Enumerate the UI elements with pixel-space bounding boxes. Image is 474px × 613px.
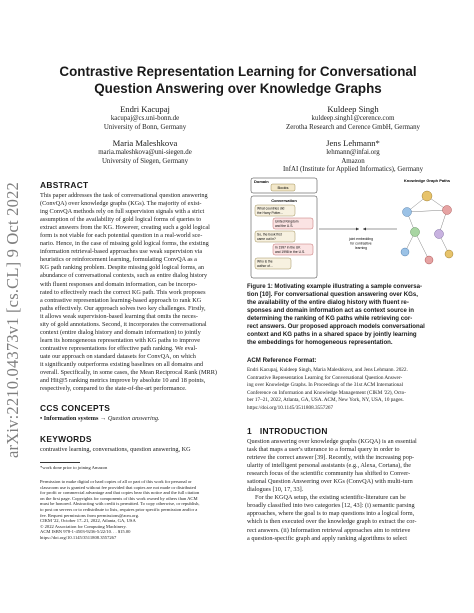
- utterance-system-1: [273, 218, 313, 229]
- keywords-heading: KEYWORDS: [40, 434, 92, 444]
- reference-link[interactable]: https://doi.org/10.1145/3511808.3557267: [247, 404, 334, 411]
- abstract-line: information retrieval-based approaches use weak supervision via: [40, 248, 203, 256]
- kg-node: [401, 248, 409, 256]
- utterance-user-1: [255, 205, 295, 216]
- caption-line: Figure 1: Motivating example illustrating a sample conversa-: [247, 283, 423, 290]
- arxiv-stamp: [2, 150, 24, 490]
- intro-line: For the KGQA setup, the existing scientific-literature can be: [255, 494, 406, 502]
- author-email[interactable]: kuldeep.singh1@cerence.com: [311, 115, 395, 122]
- intro-line: rect answers. (ii) Information retrieval approaches aim to retrieve: [247, 526, 411, 534]
- abstract-line: contrastive representations for effective path ranking. We eval-: [40, 344, 198, 352]
- caption-line: sponses and domain information act as context source in: [247, 307, 414, 315]
- title-line: Contrastive Representation Learning for Conversational: [59, 64, 417, 79]
- abstract-line: uate our approach on standard datasets for ConvQA, on which: [40, 352, 196, 360]
- domain-value: Books: [277, 185, 289, 190]
- author-name: Endri Kacupaj: [120, 104, 170, 114]
- intro-title: INTRODUCTION: [259, 426, 328, 436]
- kg-node: [411, 228, 420, 237]
- reference-line: ing over Knowledge Graphs. In Proceedings of the 31st ACM International: [247, 382, 404, 389]
- reference-line: ber 17–21, 2022, Atlanta, GA, USA. ACM, New York, NY, USA, 10 pages.: [247, 397, 404, 404]
- author-block: [258, 138, 448, 175]
- author-affiliation: Zerotha Research and Cerence GmbH, Germany: [286, 123, 420, 131]
- kg-edges: [405, 196, 449, 260]
- kg-node: [445, 250, 453, 258]
- ccs-bullet: • Information systems →: [40, 415, 107, 422]
- permission-line: Permission to make digital or hard copies of all or part of this work for personal or: [40, 479, 192, 484]
- svg-text:In 1997 in the UK: In 1997 in the UK: [275, 245, 301, 250]
- title-line: Question Answering over Knowledge Graphs: [94, 81, 382, 96]
- abstract-line: and Hit@5 ranking metrics improve by absolute 10 and 18 points,: [40, 377, 206, 385]
- author-block: [258, 104, 448, 132]
- figure-1: [247, 174, 459, 280]
- conversation-label: Conversation: [271, 198, 297, 203]
- abstract-line: extract answers from the KG. However, creating such a gold logical: [40, 224, 210, 232]
- ccs-heading: CCS CONCEPTS: [40, 403, 111, 413]
- keywords-body: [40, 446, 240, 454]
- figure-caption: [247, 283, 425, 347]
- ccs-body: [40, 415, 240, 423]
- abstract-line: (ConvQA) over knowledge graphs (KGs). The majority of exist-: [40, 200, 202, 208]
- intro-line: ularity of intelligent personal assistants (e.g., Alexa, Cortana), the: [247, 462, 412, 470]
- author-block: [60, 138, 230, 166]
- kg-node: [435, 230, 444, 239]
- caption-line: tion [10]. For conversational question answering over KGs,: [247, 291, 418, 299]
- svg-text:United Kingdom: United Kingdom: [275, 219, 299, 224]
- utterance-system-2: [273, 244, 313, 255]
- footnote: [40, 465, 107, 471]
- intro-line: dialogues [10, 17, 33].: [247, 486, 304, 494]
- abstract-line: assumption of the availability of gold logical forms of queries to: [40, 216, 202, 224]
- svg-text:and the U.S.: and the U.S.: [275, 223, 294, 228]
- abstract-body: [40, 192, 240, 393]
- author-name: Jens Lehmann*: [326, 138, 380, 148]
- intro-heading: [247, 426, 328, 436]
- svg-text:So, the book first: So, the book first: [257, 232, 282, 237]
- svg-text:the Harry Potter...: the Harry Potter...: [257, 210, 283, 215]
- abstract-line: form is not viable for each potential question in a real-world sce-: [40, 232, 203, 240]
- author-affiliation: University of Siegen, Germany: [101, 157, 189, 165]
- arrow-head: [356, 228, 359, 231]
- permission-line: https://doi.org/10.1145/3511808.3557267: [40, 534, 117, 540]
- abstract-line: heuristics or reinforcement learning, formulating ConvQA as a: [40, 256, 197, 264]
- abstract-line: KG path ranking problem. Despite missing gold logical forms, an: [40, 264, 205, 272]
- permission-line: to post on servers or to redistribute to lists, requires prior specific permission and/or a: [40, 506, 198, 512]
- svg-text:came out in?: came out in?: [257, 236, 276, 241]
- reference-line: Contrastive Representation Learning for Conversational Question Answer-: [247, 374, 403, 381]
- abstract-line: respectively, compared to the state-of-the-art performance.: [40, 385, 187, 393]
- author-name: Kuldeep Singh: [327, 104, 379, 114]
- abstract-line: nario. Hence, in the case of missing gold logical forms, the existing: [40, 240, 209, 248]
- abstract-line: a contrastive representation learning-based approach to rank KG: [40, 296, 202, 304]
- intro-line: Question answering over knowledge graphs (KGQA) is an essential: [247, 438, 417, 445]
- reference-heading-text: ACM Reference Format:: [247, 357, 317, 364]
- caption-line: the embeddings for homogeneous representation.: [247, 339, 393, 347]
- author-email[interactable]: maria.maleshkova@uni-siegen.de: [98, 149, 192, 156]
- reference-line: Conference on Information and Knowledge Management (CIKM '22), Octo-: [247, 389, 406, 396]
- author-affiliation: University of Bonn, Germany: [103, 123, 187, 131]
- reference-line: Endri Kacupaj, Kuldeep Singh, Maria Maleshkova, and Jens Lehmann. 2022.: [247, 367, 408, 373]
- kg-paths-label: Knowledge Graph Paths: [403, 178, 451, 183]
- abstract-line: learn its homogeneous representation with KG paths to improve: [40, 336, 201, 344]
- abstract-line: abundance of conversational contexts, such as entire dialog history: [40, 272, 208, 280]
- svg-text:author of...: author of...: [257, 263, 273, 268]
- permission-line: classroom use is granted without fee provided that copies are not made or distributed: [40, 484, 197, 490]
- utterance-user-2: [255, 231, 295, 242]
- kg-node: [422, 191, 432, 201]
- author-email[interactable]: lehmann@infai.org: [326, 149, 380, 156]
- intro-line: which is then executed over the knowledge graph to extract the cor-: [247, 518, 417, 526]
- intro-line: retrieve the correct answer [39]. Recently, with the increasing pop-: [247, 454, 415, 462]
- abstract-line: with fluent responses and domain information, can be incorpo-: [40, 280, 198, 288]
- domain-label: Domain: [254, 179, 269, 184]
- intro-line: a question-specific graph and apply ranking algorithms to select: [247, 534, 408, 542]
- abstract-line: it significantly outperforms existing baselines on all domains and: [40, 360, 204, 368]
- ccs-concept: Question answering.: [107, 415, 160, 422]
- author-affiliation: Amazon: [341, 157, 365, 165]
- abstract-line: rated to effectively reach the correct KG path. This work proposes: [40, 288, 206, 296]
- caption-line: the availability of the entire dialog history with fluent re-: [247, 299, 409, 307]
- intro-line: task that maps a user's utterance to a formal query in order to: [247, 446, 400, 454]
- svg-text:and 1998 in the U.S.: and 1998 in the U.S.: [275, 249, 306, 254]
- joint-embedding-label: joint embedding: [349, 237, 373, 241]
- abstract-line: paths effectively. Our approach solves two key challenges. Firstly,: [40, 304, 206, 312]
- author-block: [60, 104, 230, 132]
- permission-line: © 2022 Association for Computing Machinery.: [40, 523, 127, 529]
- abstract-line: sity of gold annotations. Second, it incorporates the conversational: [40, 320, 207, 328]
- caption-line: determining the ranking of KG paths while retrieving cor-: [247, 315, 413, 323]
- utterance-user-3: [255, 258, 291, 269]
- permission-line: fee. Request permissions from permissions@acm.org.: [40, 512, 140, 518]
- permission-line: for profit or commercial advantage and that copies bear this notice and the full citation: [40, 490, 200, 496]
- joint-embedding-label: for contrastive: [350, 241, 372, 246]
- abstract-line: overall. Specifically, in some cases, the Mean Reciprocal Rank (MRR): [40, 369, 217, 377]
- intro-line: research focus of the scientific community has shifted to Conver-: [247, 470, 411, 478]
- abstract-line: context (entire dialog history and domain information) to jointly: [40, 328, 201, 336]
- intro-line: approaches, where the goal is to map questions into a logical form,: [247, 510, 415, 518]
- arrow-head: [363, 228, 366, 231]
- kg-node: [443, 206, 452, 215]
- footnote-rule: [40, 462, 80, 463]
- abstract-line: This paper addresses the task of conversational question answering: [40, 192, 208, 199]
- permission-line: on the first page. Copyrights for components of this work owned by others than ACM: [40, 495, 198, 501]
- author-affiliation: InfAI (Institute for Applied Informatics), Germany: [282, 166, 424, 174]
- intro-number: 1: [247, 426, 252, 436]
- reference-heading: [247, 357, 316, 365]
- abstract-line: ing ConvQA methods rely on full supervision signals with a strict: [40, 208, 205, 216]
- abstract-heading: ABSTRACT: [40, 180, 89, 190]
- footnote-text: *work done prior to joining Amazon: [40, 465, 108, 470]
- caption-line: rect answers. Our proposed approach models conversational: [247, 323, 425, 331]
- caption-line: context and KG paths in a shared space by jointly learning: [247, 331, 417, 339]
- kg-node: [403, 208, 412, 217]
- permission-block: [40, 479, 240, 541]
- joint-embedding-label: learning: [354, 246, 368, 250]
- svg-text:What countries did: What countries did: [257, 206, 285, 211]
- intro-body: [247, 438, 459, 543]
- reference-body: [247, 367, 408, 413]
- intro-line: broadly classified into two categories [12, 43]: (i) semantic parsing: [247, 502, 415, 510]
- kg-node: [425, 256, 433, 264]
- author-name: Maria Maleshkova: [112, 138, 178, 148]
- arxiv-stamp-text: arXiv:2210.04373v1 [cs.CL] 9 Oct 2022: [3, 182, 22, 458]
- author-email[interactable]: kacupaj@cs.uni-bonn.de: [110, 115, 180, 122]
- svg-text:Who is the: Who is the: [257, 259, 273, 264]
- permission-line: must be honored. Abstracting with credit is permitted. To copy otherwise, or republish,: [40, 501, 200, 507]
- paper-title: [40, 63, 436, 97]
- intro-line: sational Question Answering over KGs (ConvQA) with multi-turn: [247, 478, 413, 486]
- keywords-text: contrastive learning, conversations, question answering, KG: [40, 446, 191, 453]
- permission-line: ACM ISBN 978-1-4503-9236-5/22/10. . . $15.00: [40, 529, 131, 535]
- abstract-line: it allows weak supervision-based learning that omits the neces-: [40, 312, 198, 320]
- permission-line: CIKM '22, October 17–21, 2022, Atlanta, GA, USA: [40, 518, 136, 524]
